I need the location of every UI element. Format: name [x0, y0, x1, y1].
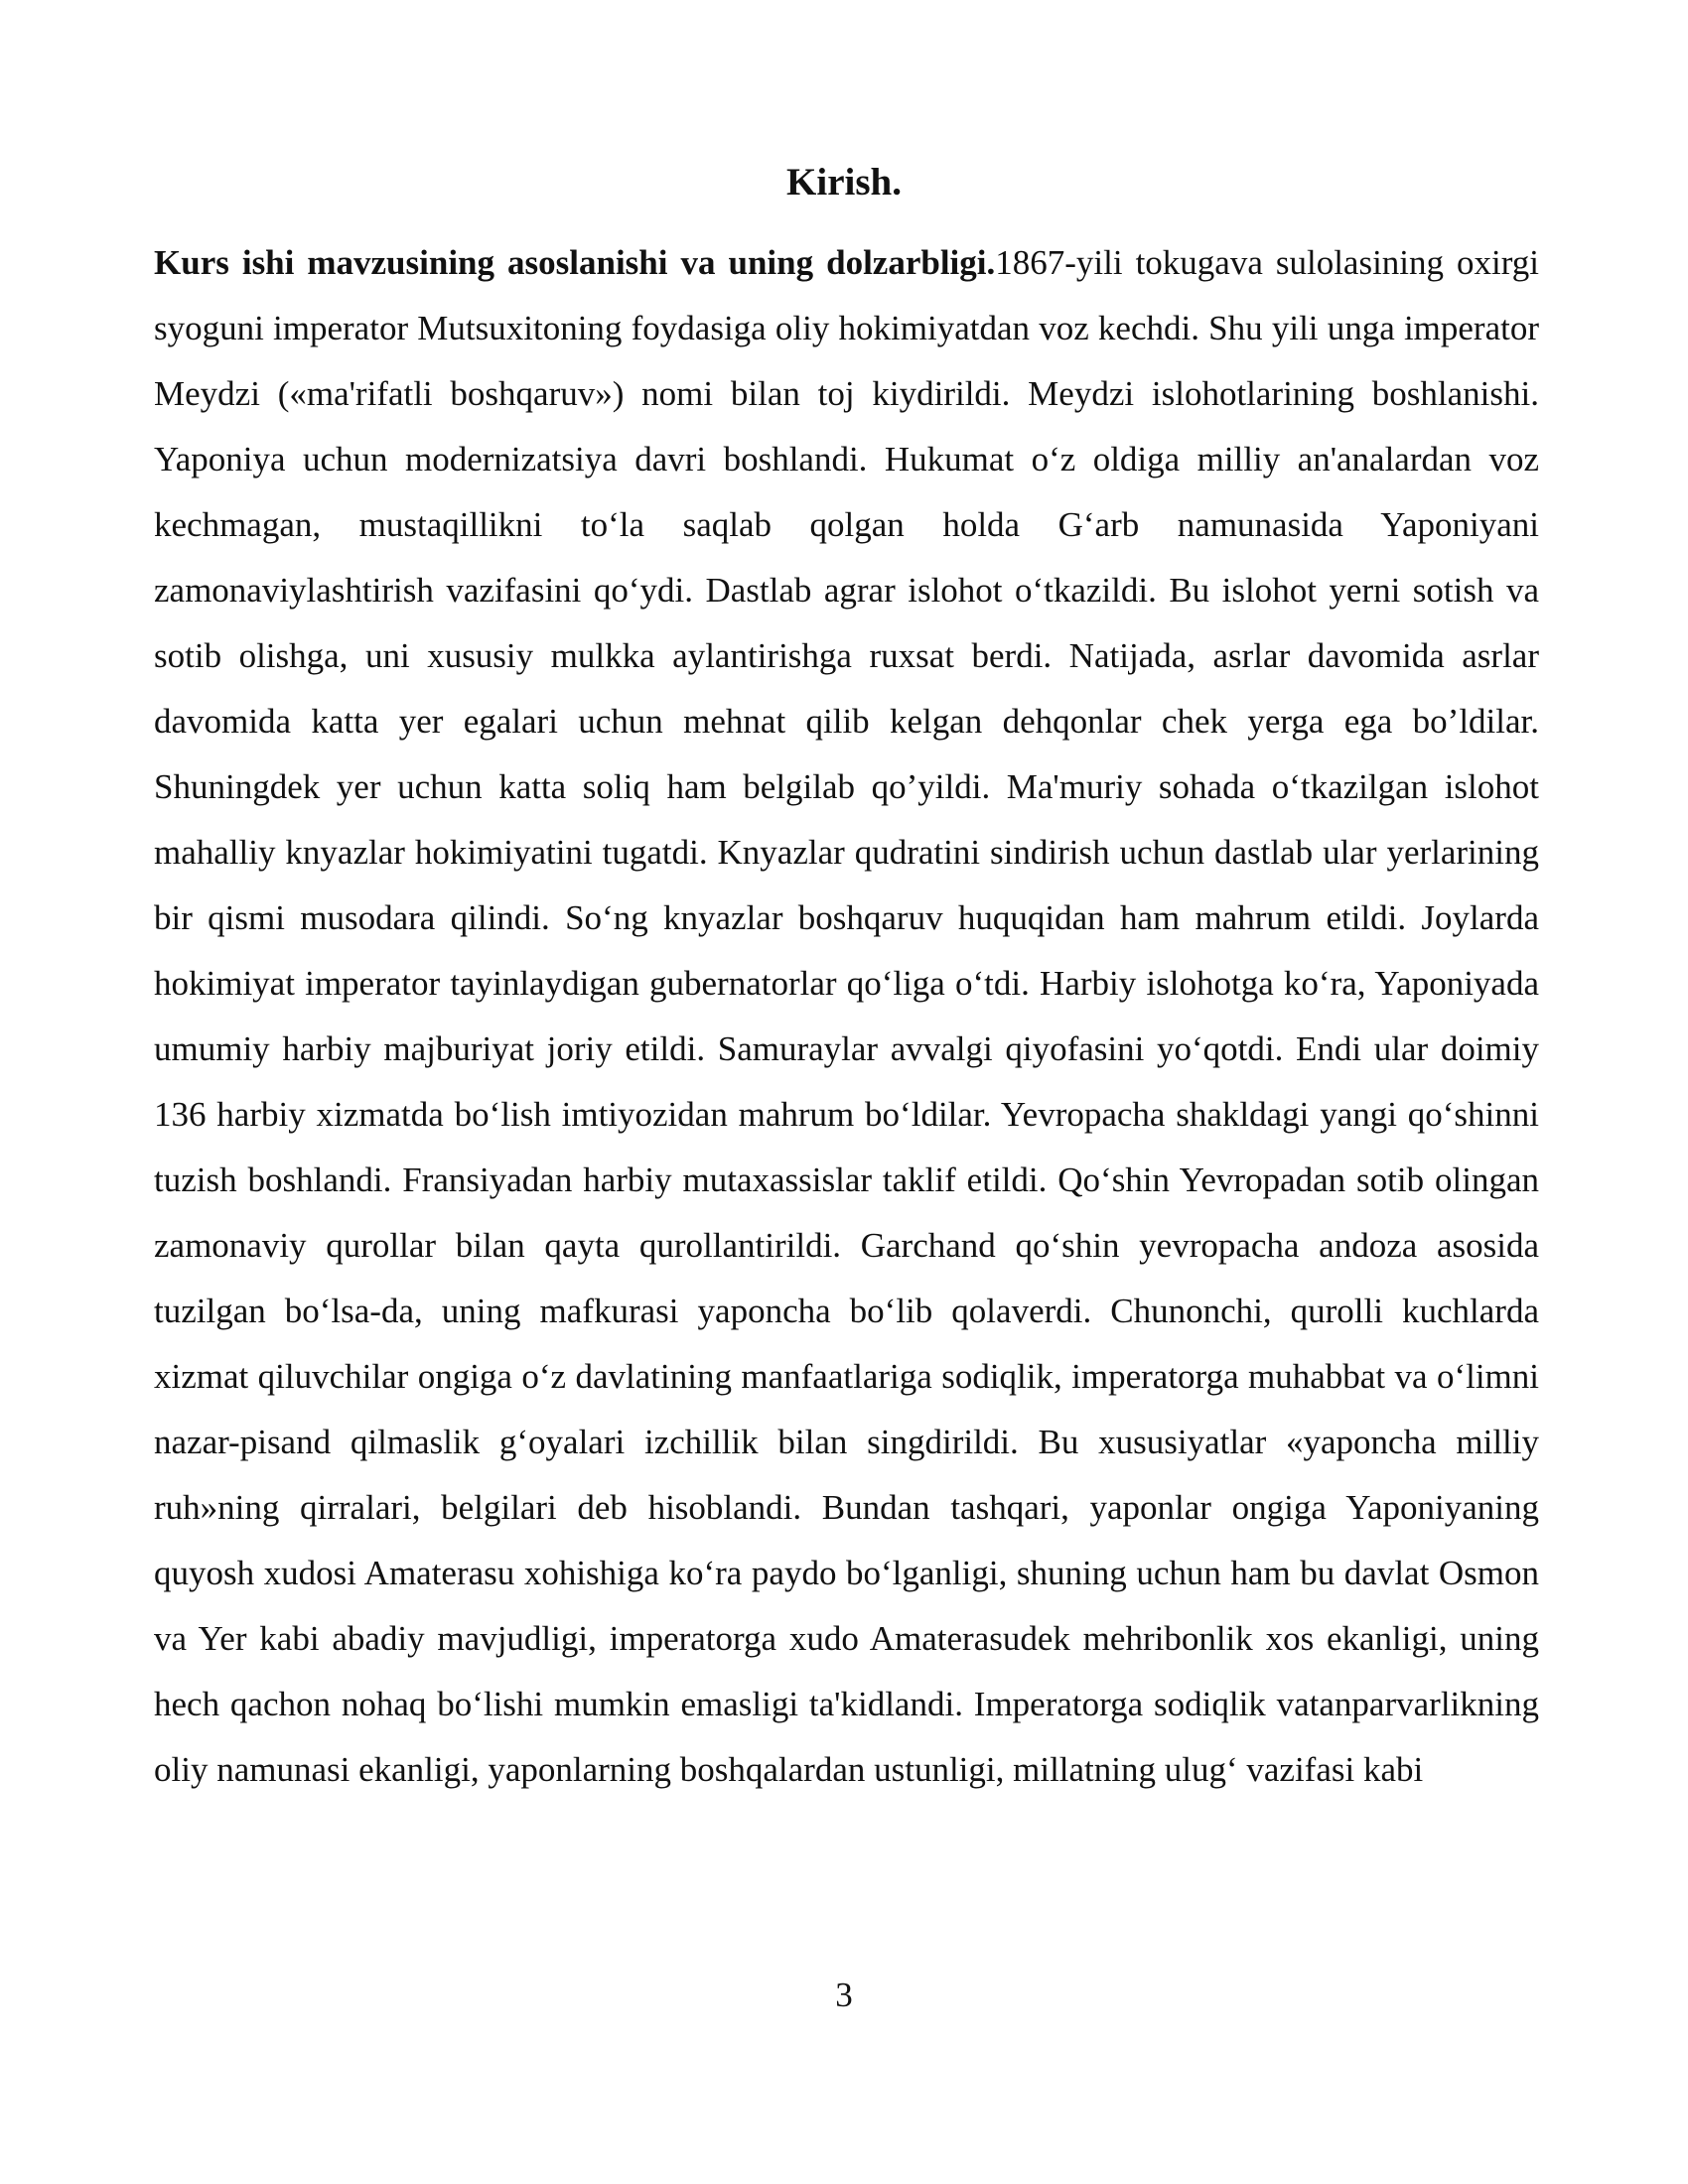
page-title: Kirish.	[786, 161, 902, 204]
page-number: 3	[835, 1976, 853, 2014]
body-paragraph	[154, 230, 1539, 1803]
paragraph-body: 1867-yili tokugava sulolasining oxirgi syoguni imperator Mutsuxitoning foydasiga oliy hokimiyatdan voz kechdi. Shu yili unga imperator Meydzi («ma'rifatli boshqaruv») nomi bilan toj kiydirildi. Meydzi islohotlarining boshlanishi. Yaponiya uchun modernizatsiya davri boshlandi. Hukumat o‘z oldiga milliy an'analardan voz kechmagan, mustaqillikni to‘la saqlab qolgan holda G‘arb namunasida Yaponiyani zamonaviylashtirish vazifasini qo‘ydi. Dastlab agrar islohot o‘tkazildi. Bu islohot yerni sotish va sotib olishga, uni xususiy mulkka aylantirishga ruxsat berdi. Natijada, asrlar davomida asrlar davomida katta yer egalari uchun mehnat qilib kelgan dehqonlar chek yerga ega bo’ldilar. Shuningdek yer uchun katta soliq ham belgilab qo’yildi. Ma'muriy sohada o‘tkazilgan islohot mahalliy knyazlar hokimiyatini tugatdi. Knyazlar qudratini sindirish uchun dastlab ular yerlarining bir qismi musodara qilindi. So‘ng knyazlar boshqaruv huquqidan ham mahrum etildi. Joylarda hokimiyat imperator tayinlaydigan gubernatorlar qo‘liga o‘tdi. Harbiy islohotga ko‘ra, Yaponiyada umumiy harbiy majburiyat joriy etildi. Samuraylar avvalgi qiyofasini yo‘qotdi. Endi ular doimiy 136 harbiy xizmatda bo‘lish imtiyozidan mahrum bo‘ldilar. Yevropacha shakldagi yangi qo‘shinni tuzish boshlandi. Fransiyadan harbiy mutaxassislar taklif etildi. Qo‘shin Yevropadan sotib olingan zamonaviy qurollar bilan qayta qurollantirildi. Garchand qo‘shin yevropacha andoza asosida tuzilgan bo‘lsa-da, uning mafkurasi yaponcha bo‘lib qolaverdi. Chunonchi, qurolli kuchlarda xizmat qiluvchilar ongiga o‘z davlatining manfaatlariga sodiqlik, imperatorga muhabbat va o‘limni nazar-pisand qilmaslik g‘oyalari izchillik bilan singdirildi. Bu xususiyatlar «yaponcha milliy ruh»ning qirralari, belgilari deb hisoblandi. Bundan tashqari, yaponlar ongiga Yaponiyaning quyosh xudosi Amaterasu xohishiga ko‘ra paydo bo‘lganligi, shuning uchun ham bu davlat Osmon va Yer kabi abadiy mavjudligi, imperatorga xudo Amaterasudek mehribonlik xos ekanligi, uning hech qachon nohaq bo‘lishi mumkin emasligi ta'kidlandi. Imperatorga sodiqlik vatanparvarlikning oliy namunasi ekanligi, yaponlarning boshqalardan ustunligi, millatning ulug‘ vazifasi kabi	[154, 243, 1540, 1789]
paragraph-lead: Kurs ishi mavzusining asoslanishi va uning dolzarbligi.	[154, 243, 996, 282]
